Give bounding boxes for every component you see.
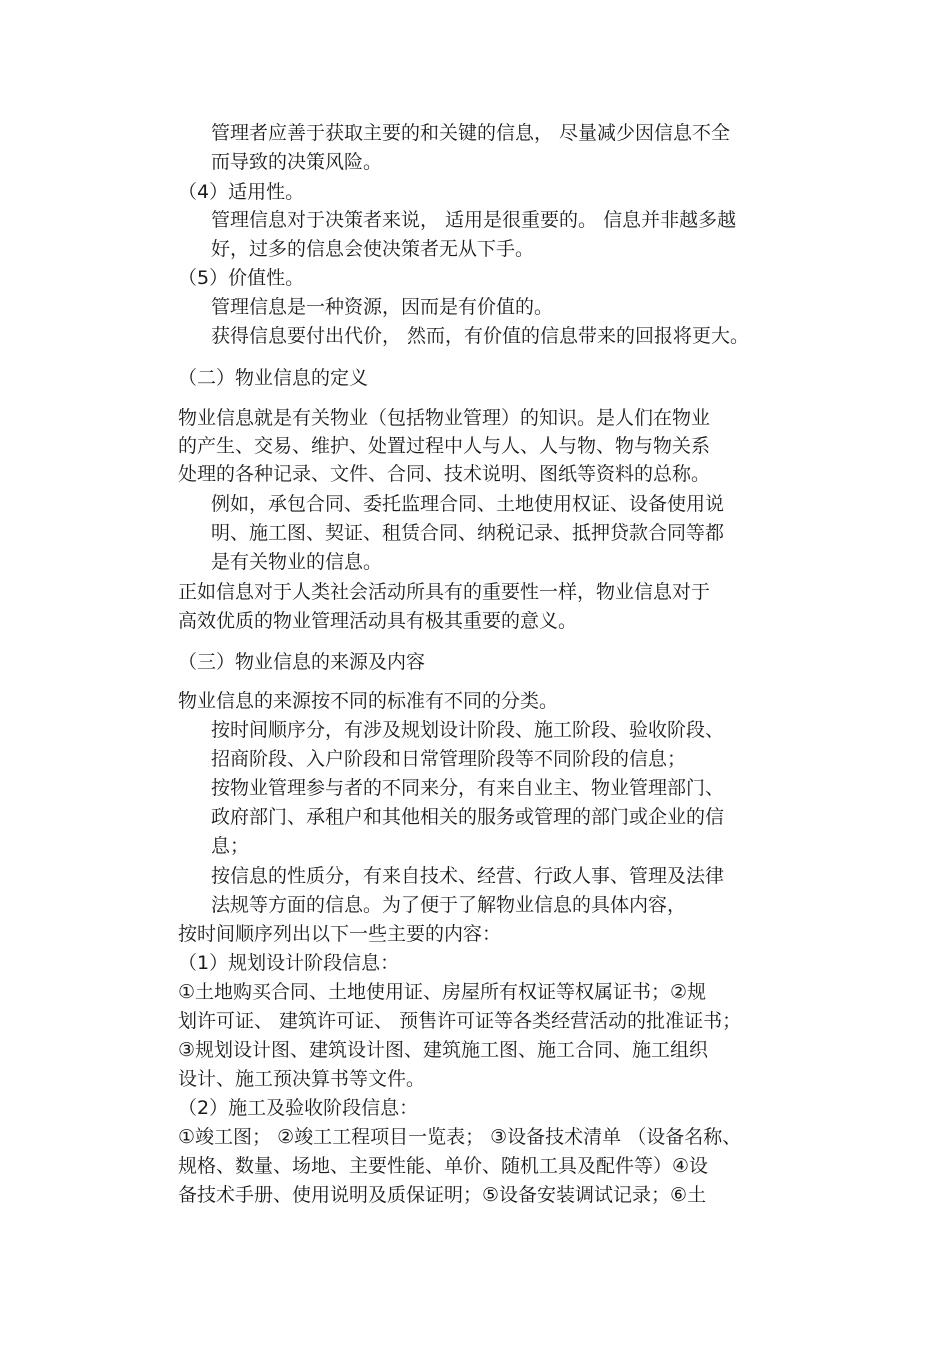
text-line: ①土地购买合同、土地使用证、房屋所有权证等权属证书；②规 [178,981,707,1003]
text-line: 管理信息对于决策者来说， 适用是很重要的。 信息并非越多越 [211,209,737,231]
text-line: 例如，承包合同、委托监理合同、土地使用权证、设备使用说 [211,493,725,515]
text-line: 政府部门、承租户和其他相关的服务或管理的部门或企业的信 [211,806,725,828]
text-line: ①竣工图； ②竣工工程项目一览表； ③设备技术清单 （设备名称、 [178,1126,742,1148]
text-line: ③规划设计图、建筑设计图、建筑施工图、施工合同、施工组织 [178,1039,709,1061]
section-heading: （二）物业信息的定义 [178,367,369,389]
text-line: 法规等方面的信息。为了便于了解物业信息的具体内容， [211,894,687,916]
text-line: 规格、数量、场地、主要性能、单价、随机工具及配件等）④设 [178,1155,709,1177]
text-line: 高效优质的物业管理活动具有极其重要的意义。 [178,610,578,632]
text-line: 备技术手册、使用说明及质保证明；⑤设备安装调试记录；⑥土 [178,1184,707,1206]
text-line: 设计、施工预决算书等文件。 [178,1068,426,1090]
list-heading: （5）价值性。 [178,267,305,289]
text-line: 按物业管理参与者的不同来分，有来自业主、物业管理部门、 [211,777,725,799]
text-line: 物业信息的来源按不同的标准有不同的分类。 [178,690,559,712]
text-line: 明、施工图、契证、租赁合同、纳税记录、抵押贷款合同等都 [211,522,725,544]
text-line: 息； [211,835,250,857]
text-line: 管理信息是一种资源，因而是有价值的。 [211,296,554,318]
text-line: 物业信息就是有关物业（包括物业管理）的知识。是人们在物业 [178,407,711,429]
text-line: 的产生、交易、维护、处置过程中人与人、人与物、物与物关系 [178,435,711,457]
text-line: 是有关物业的信息。 [211,551,383,573]
list-heading: （2）施工及验收阶段信息： [178,1097,419,1119]
text-line: 获得信息要付出代价， 然而，有价值的信息带来的回报将更大。 [211,325,750,347]
text-line: 划许可证、 建筑许可证、 预售许可证等各类经营活动的批准证书； [178,1010,742,1032]
list-heading: （1）规划设计阶段信息： [178,952,400,974]
list-heading: （4）适用性。 [178,181,305,203]
text-line: 而导致的决策风险。 [211,151,383,173]
section-heading: （三）物业信息的来源及内容 [178,651,426,673]
text-line: 好，过多的信息会使决策者无从下手。 [211,238,535,260]
text-line: 管理者应善于获取主要的和关键的信息， 尽量减少因信息不全 [211,122,731,144]
text-line: 处理的各种记录、文件、合同、技术说明、图纸等资料的总称。 [178,463,711,485]
text-line: 招商阶段、入户阶段和日常管理阶段等不同阶段的信息； [211,748,687,770]
text-line: 按时间顺序列出以下一些主要的内容： [178,923,502,945]
text-line: 正如信息对于人类社会活动所具有的重要性一样，物业信息对于 [178,581,711,603]
text-line: 按时间顺序分，有涉及规划设计阶段、施工阶段、验收阶段、 [211,719,725,741]
text-line: 按信息的性质分，有来自技术、经营、行政人事、管理及法律 [211,865,725,887]
